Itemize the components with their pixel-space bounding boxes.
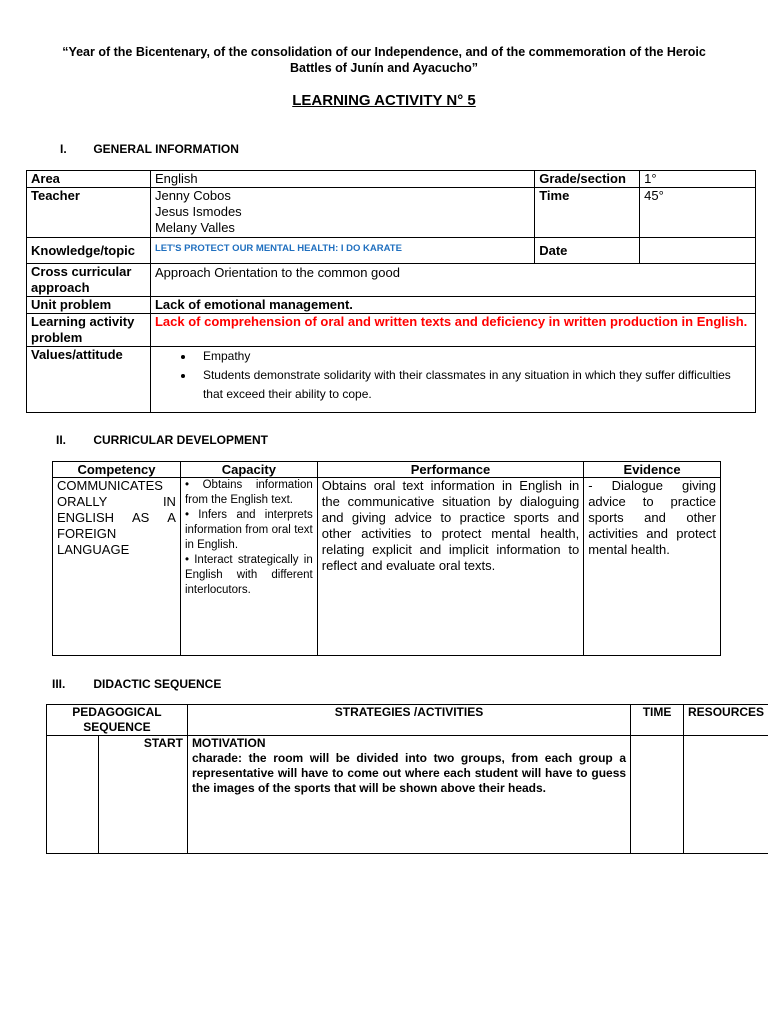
- general-information-table: [26, 170, 756, 413]
- section-didactic-sequence-heading: [52, 677, 221, 691]
- section-title: GENERAL INFORMATION: [93, 142, 239, 156]
- time-value: 45°: [640, 188, 756, 238]
- unit-problem-value: Lack of emotional management.: [150, 297, 755, 314]
- values-label: Values/attitude: [27, 347, 151, 413]
- topic-text: LET'S PROTECT OUR MENTAL HEALTH: I DO KARATE: [154, 243, 402, 254]
- document-motto: “Year of the Bicentenary, of the consolidation of our Independence, and of the commemoration of the Heroic Battles of Junín and Ayacucho”: [62, 45, 706, 75]
- time-label: Time: [535, 188, 640, 238]
- column-header: Evidence: [584, 462, 721, 478]
- didactic-sequence-table: [46, 704, 768, 854]
- performance-cell: Obtains oral text information in English in the communicative situation by dialoguing and giving advice to practice sports and other activities to protect mental health, relating explicit and implicit information to reflect and evaluate oral texts.: [317, 478, 583, 656]
- time-cell: [631, 736, 684, 854]
- area-value: English: [150, 171, 534, 188]
- sequence-blank-cell: [47, 736, 99, 854]
- area-label: Area: [27, 171, 151, 188]
- cross-curricular-value: Approach Orientation to the common good: [150, 264, 755, 297]
- column-header: Performance: [317, 462, 583, 478]
- column-header: Competency: [53, 462, 181, 478]
- teacher-name: Jesus Ismodes: [154, 204, 242, 219]
- capacity-cell: [180, 478, 317, 656]
- competency-cell: COMMUNICATES ORALLY IN ENGLISH AS A FOREIGN LANGUAGE: [53, 478, 181, 656]
- evidence-cell: - Dialogue giving advice to practice sports and other activities and protect mental health.: [584, 478, 721, 656]
- section-general-information-heading: [60, 142, 239, 156]
- learning-activity-problem-value: Lack of comprehension of oral and written texts and deficiency in written production in English.: [150, 314, 755, 347]
- teacher-name: Melany Valles: [154, 220, 235, 235]
- column-header: PEDAGOGICAL SEQUENCE: [47, 705, 188, 736]
- activity-text: charade: the room will be divided into two groups, from each group a representative will have to come out where each student will have to guess the images of the sports that will be shown above their heads.: [191, 751, 627, 795]
- teacher-label: Teacher: [27, 188, 151, 238]
- section-title: DIDACTIC SEQUENCE: [93, 677, 222, 691]
- date-label: Date: [535, 238, 640, 264]
- section-number: II.: [56, 433, 67, 447]
- grade-label: Grade/section: [535, 171, 640, 188]
- list-item: • Infers and interprets information from oral text in English.: [184, 509, 313, 551]
- column-header: STRATEGIES /ACTIVITIES: [187, 705, 630, 736]
- column-header: TIME: [631, 705, 684, 736]
- date-value: [640, 238, 756, 264]
- topic-value: [150, 238, 534, 264]
- column-header: Capacity: [180, 462, 317, 478]
- stage-cell: START: [98, 736, 187, 854]
- unit-problem-label: Unit problem: [27, 297, 151, 314]
- column-header: RESOURCES: [684, 705, 768, 736]
- curricular-development-table: [52, 461, 721, 656]
- section-number: I.: [60, 142, 67, 156]
- values-list: [155, 347, 751, 404]
- teacher-name: Jenny Cobos: [154, 188, 231, 203]
- list-item: • Obtains information from the English text.: [184, 479, 313, 506]
- list-item: • Students demonstrate solidarity with their classmates in any situation in which they suffer difficulties that exceed their ability to cope.: [195, 366, 751, 404]
- section-curricular-development-heading: [56, 433, 268, 447]
- teacher-list: [150, 188, 534, 238]
- activity-title: MOTIVATION: [191, 736, 266, 750]
- values-cell: [150, 347, 755, 413]
- resources-cell: [684, 736, 768, 854]
- learning-activity-problem-label: Learning activity problem: [27, 314, 151, 347]
- section-title: CURRICULAR DEVELOPMENT: [93, 433, 269, 447]
- topic-label: Knowledge/topic: [27, 238, 151, 264]
- activity-cell: [187, 736, 630, 854]
- grade-value: 1°: [640, 171, 756, 188]
- document-title: LEARNING ACTIVITY N° 5: [292, 92, 476, 109]
- cross-curricular-label: Cross curricular approach: [27, 264, 151, 297]
- section-number: III.: [52, 677, 66, 691]
- list-item: • Empathy: [195, 347, 751, 366]
- list-item: • Interact strategically in English with different interlocutors.: [184, 554, 313, 596]
